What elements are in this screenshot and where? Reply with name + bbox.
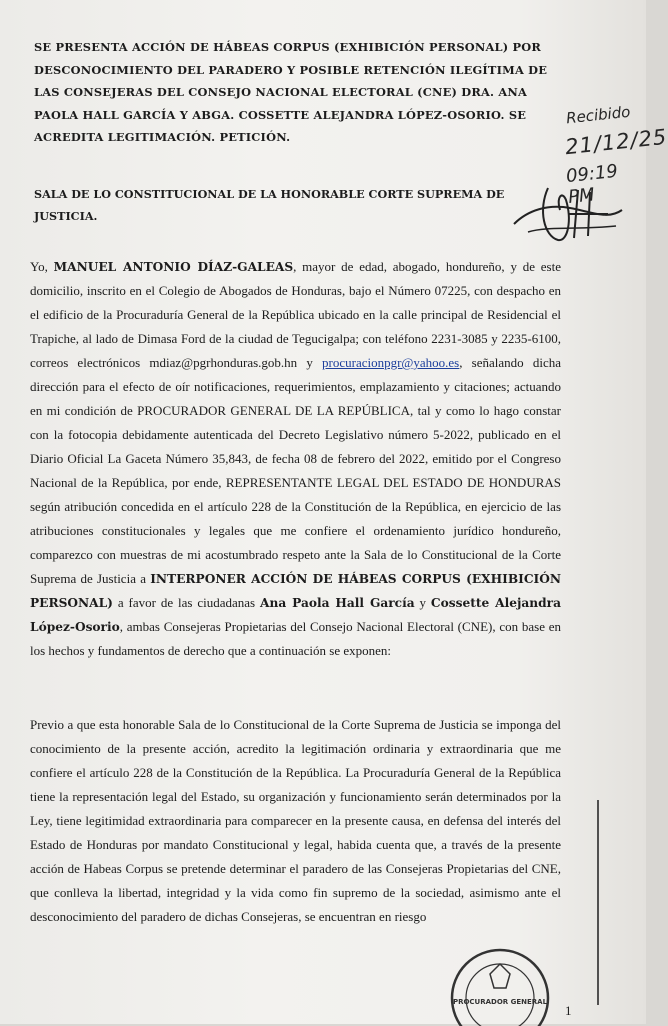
- addressee: SALA DE LO CONSTITUCIONAL DE LA HONORABLE CORTE SUPREMA DE JUSTICIA.: [34, 187, 505, 223]
- page-number: 1: [565, 1003, 572, 1018]
- received-stamp-label: Recibido: [565, 102, 632, 128]
- received-date: 21/12/25: [564, 124, 668, 160]
- attorney-name: MANUEL ANTONIO DÍAZ-GALEAS: [53, 260, 294, 274]
- action-title: INTERPONER ACCIÓN DE HÁBEAS CORPUS (EXHIBICIÓN PERSONAL): [30, 572, 561, 610]
- paragraph-introduction: [30, 255, 561, 663]
- received-time: 09:19 PM: [565, 160, 619, 209]
- text-segment: , señalando dicha dirección para el efecto de oír notificaciones, requerimientos, emplazamiento y citaciones; actuando en mi condición de PROCURADOR GENERAL DE LA REPÚBLICA, tal y como lo hago constar con la fotocopia debidamente autenticada del Decreto Legislativo número 5-2022, publicado en el Diario Oficial La Gaceta Número 35,843, de fecha 08 de febrero del 2022, emitido por el Congreso Nacional de la República, por ende, REPRESENTANTE LEGAL DEL ESTADO DE HONDURAS según atribución concedida en el artículo 228 de la Constitución de la República, en ejercicio de las atribuciones constitucionales y legales que me confiere el ordenamiento jurídico hondureño, comparezco con muestras de mi acostumbrado respeto ante la Sala de lo Constitucional de la Corte Suprema de Justicia a: [30, 355, 561, 586]
- seal-text: PROCURADOR GENERAL: [452, 998, 548, 1006]
- document-heading: SE PRESENTA ACCIÓN DE HÁBEAS CORPUS (EXHIBICIÓN PERSONAL) POR DESCONOCIMIENTO DEL PARADERO Y POSIBLE RETENCIÓN ILEGÍTIMA DE LAS CONSEJERAS DEL CONSEJO NACIONAL ELECTORAL (CNE) DRA. ANA PAOLA HALL GARCÍA Y ABGA. COSSETTE ALEJANDRA LÓPEZ-OSORIO. SE ACREDITA LEGITIMACIÓN. PETICIÓN.: [34, 40, 548, 145]
- text-segment: , ambas Consejeras Propietarias del Consejo Nacional Electoral (CNE), con base en los hechos y fundamentos de derecho que a continuación se exponen:: [30, 619, 561, 658]
- text-segment: Yo,: [30, 259, 48, 274]
- text-segment: y: [414, 595, 431, 610]
- person-name: Cossette Alejandra López-Osorio: [30, 596, 561, 634]
- email-link[interactable]: procuracionpgr@yahoo.es: [322, 355, 460, 370]
- text-segment: a favor de las ciudadanas: [112, 595, 260, 610]
- paragraph-legitimation: Previo a que esta honorable Sala de lo Constitucional de la Corte Suprema de Justicia se imponga del conocimiento de la presente acción, acredito la legitimación ordinaria y extraordinaria que me confiere el artículo 228 de la Constitución de la República. La Procuraduría General de la República tiene la representación legal del Estado, su organización y funcionamiento serán determinados por la Ley, tiene legitimidad extraordinaria para comparecer en la presente causa, en defensa del interés del Estado de Honduras por mandato Constitucional y legal, habida cuenta que, a través de la presente acción de Habeas Corpus se pretende determinar el paradero de las Consejeras Propietarias del CNE, que conlleva la libertad, integridad y la vida como fin supremo de la sociedad, asimismo ante el desconocimiento del paradero de dichas Consejeras, se encuentran en riesgo: [30, 717, 561, 924]
- text-segment: , mayor de edad, abogado, hondureño, y de este domicilio, inscrito en el Colegio de Abogados de Honduras, bajo el Número 07225, con despacho en el edificio de la Procuraduría General de la República ubicado en la calle principal de Residencial el Trapiche, al lado de Dimasa Ford de la ciudad de Tegucigalpa; con teléfono 2231-3085 y 2235-6100, correos electrónicos mdiaz@pgrhonduras.gob.hn y: [30, 259, 561, 370]
- margin-mark: [597, 800, 599, 1005]
- seal-icon: [446, 944, 554, 1026]
- person-name: Ana Paola Hall García: [260, 596, 415, 610]
